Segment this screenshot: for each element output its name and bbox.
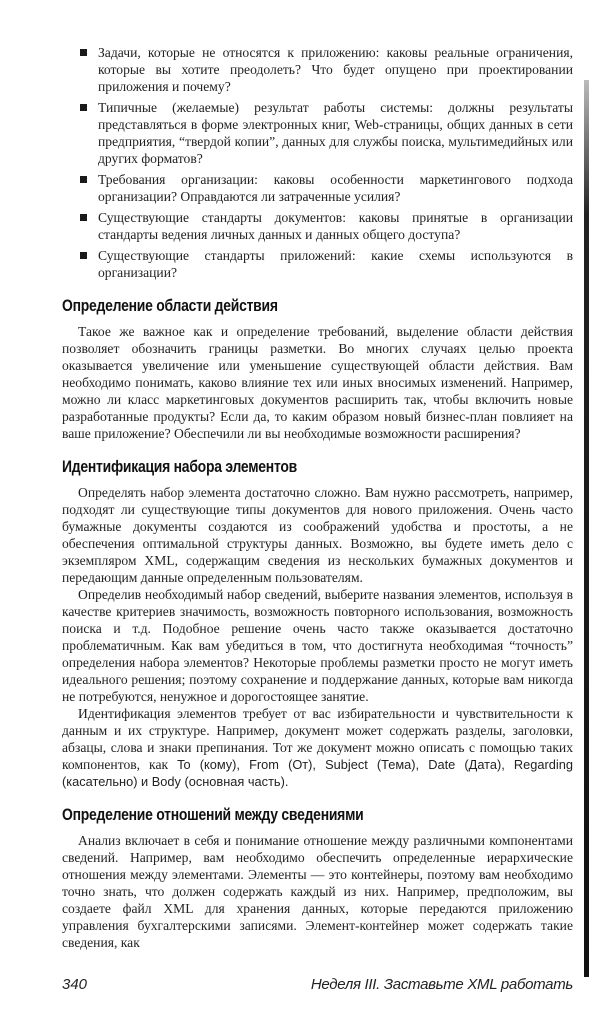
list-item-text: Существующие стандарты документов: каковы принятые в организации стандарты ведения личных данных и данных общего доступа? (98, 210, 573, 242)
list-item-text: Типичные (желаемые) результат работы системы: должны результаты представляться в форме электронных книг, Web-страницы, общих данных в сети предприятия, “твердой копии”, данных для службы поиска, мультимедийных или других форматов? (98, 100, 573, 166)
requirements-bullet-list (62, 44, 573, 281)
paragraph: Анализ включает в себя и понимание отношение между различными компонентами сведений. Например, вам необходимо обеспечить определенные иерархические отношения между элементами. Элементы — это контейнеры, поэтому вам необходимо точно знать, что должен содержать каждый из них. Например, предположим, вы создаете файл XML для хранения данных, которые передаются приложению управления бухгалтерскими записями. Элемент-контейнер может содержать такие сведения, как (62, 833, 573, 950)
list-item-text: Задачи, которые не относятся к приложению: каковы реальные ограничения, которые вы хотите преодолеть? Что будет опущено при проектировании приложения и почему? (98, 45, 573, 94)
square-bullet-icon (80, 49, 87, 56)
paragraph: Такое же важное как и определение требований, выделение области действия позволяет обозначить границы разметки. Во многих случаях целью проекта оказывается увеличение или уменьшение существующей области действия. Вам необходимо понимать, каково влияние тех или иных вносимых изменений. Например, можно ли класс маркетинговых документов расширить так, чтобы включить новые разработанные продукты? Если да, то каким образом новый бизнес-план повлияет на ваше приложение? Обеспечили ли вы необходимые возможности расширения? (62, 324, 573, 441)
section-heading-element-set: Идентификация набора элементов (62, 457, 297, 476)
square-bullet-icon (80, 104, 87, 111)
list-item (62, 247, 573, 281)
component-names: To (кому), From (От), Subject (Тема), Date (Дата), Regarding (касательно) и Body (основная часть). (62, 757, 573, 789)
paragraph (62, 705, 573, 790)
list-item (62, 209, 573, 243)
list-item-text: Требования организации: каковы особенности маркетингового подхода организации? Оправдаются ли затраченные усилия? (98, 172, 573, 204)
page-edge-bar (584, 80, 589, 977)
paragraph: Определять набор элемента достаточно сложно. Вам нужно рассмотреть, например, подходят ли существующие типы документов для нового приложения. Очень часто бумажные документы создаются из соображений удобства и простоты, а не обеспечения оптимальной структуры данных. Возможно, вы будете иметь дело с экземпляром XML, содержащим сведения из нескольких бумажных документов и передающим данные определенным пользователям. (62, 485, 573, 585)
square-bullet-icon (80, 214, 87, 221)
list-item-text: Существующие стандарты приложений: какие схемы используются в организации? (98, 248, 573, 280)
list-item (62, 171, 573, 205)
paragraph: Определив необходимый набор сведений, выберите названия элементов, используя в качестве критериев значимость, возможность повторного использования, возможность поиска и т.д. Подобное решение очень часто также оказывается достаточно проблематичным. Как вам убедиться в том, что достигнута необходимая “точность” определения набора элементов? Некоторые проблемы разметки просто не могут иметь идеального решения; поэтому сохранение и поддержание данных, которые вам никогда не потребуются, ненужное и дорогостоящее занятие. (62, 587, 573, 704)
page-footer (62, 975, 573, 995)
page-number: 340 (62, 976, 88, 993)
square-bullet-icon (80, 252, 87, 259)
running-title: Неделя III. Заставьте XML работать (310, 976, 573, 993)
list-item (62, 99, 573, 167)
list-item (62, 44, 573, 95)
section-heading-scope: Определение области действия (62, 296, 278, 315)
book-page (62, 0, 573, 951)
square-bullet-icon (80, 176, 87, 183)
section-heading-relationships: Определение отношений между сведениями (62, 805, 364, 824)
paragraph-text: Идентификация элементов требует от вас избирательности и чувствительности к данным и их структуре. Например, документ может содержать разделы, заголовки, абзацы, слова и знаки препинания. Тот же документ можно описать с помощью таких компонентов, как (62, 706, 573, 772)
